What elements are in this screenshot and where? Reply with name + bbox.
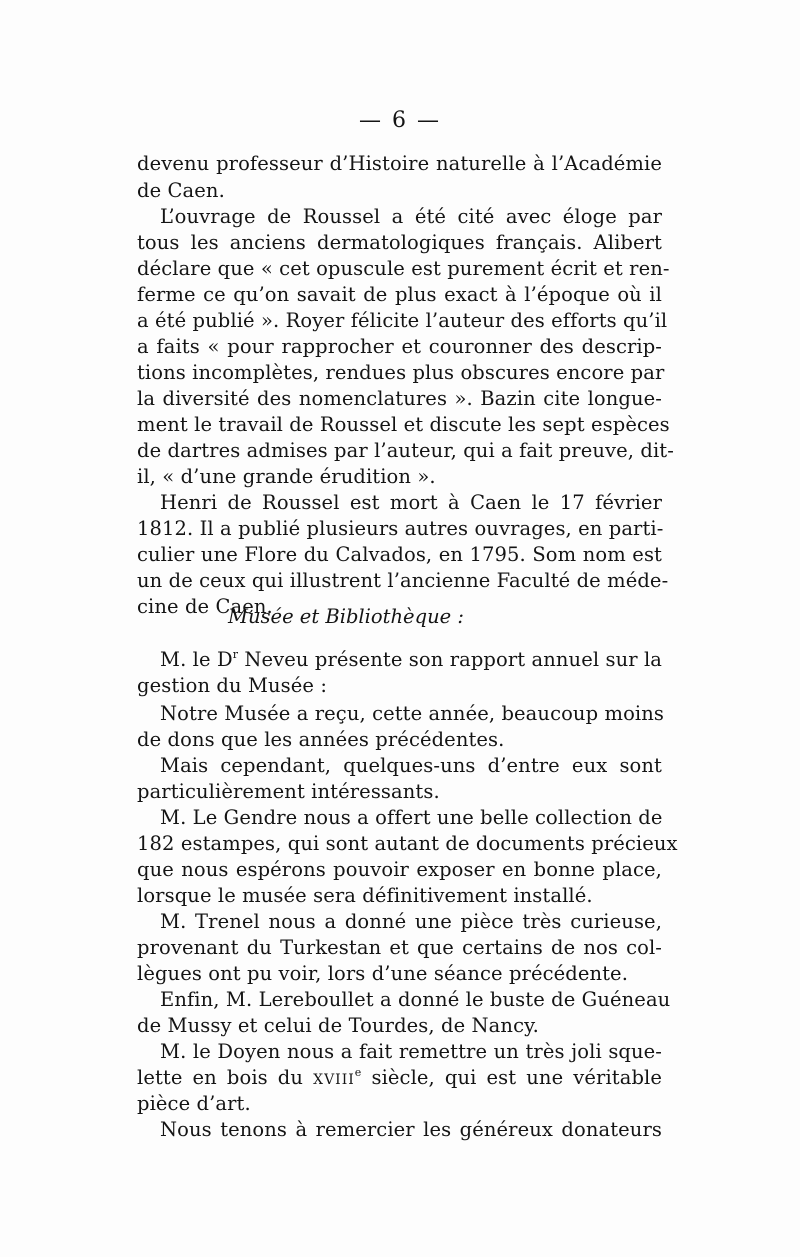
- century-suffix: siècle, qui est une véritable: [361, 1066, 663, 1089]
- text-line: 1812. Il a publié plusieurs autres ouvrages, en parti-: [137, 517, 664, 540]
- text-line: la diversité des nomenclatures ». Bazin cite longue-: [137, 387, 662, 410]
- text-line: culier une Flore du Calvados, en 1795. Som nom est: [137, 543, 662, 566]
- century-prefix: lette en bois du: [137, 1066, 314, 1089]
- text-line: pièce d’art.: [137, 1092, 251, 1115]
- text-line: Enfin, M. Lereboullet a donné le buste de Guéneau: [160, 988, 671, 1011]
- text-line: a faits « pour rapprocher et couronner des descrip-: [137, 335, 662, 358]
- text-line: M. Le Gendre nous a offert une belle collection de: [160, 806, 663, 829]
- text-line: lorsque le musée sera définitivement installé.: [137, 884, 593, 907]
- text-line: a été publié ». Royer félicite l’auteur des efforts qu’il: [137, 309, 668, 332]
- text-line: M. Trenel nous a donné une pièce très curieuse,: [160, 910, 662, 933]
- text-line: tions incomplètes, rendues plus obscures encore par: [137, 361, 665, 384]
- text-line: devenu professeur d’Histoire naturelle à l’Académie: [137, 152, 662, 175]
- text-line: provenant du Turkestan et que certains de nos col-: [137, 936, 662, 959]
- text-line: ment le travail de Roussel et discute les sept espèces: [137, 413, 670, 436]
- text-line: de Caen.: [137, 179, 225, 202]
- text-line: gestion du Musée :: [137, 674, 328, 697]
- century-numeral: XVIII: [313, 1072, 355, 1088]
- text-line: Mais cependant, quelques-uns d’entre eux sont: [160, 754, 662, 777]
- text-line: L’ouvrage de Roussel a été cité avec éloge par: [160, 205, 662, 228]
- text-line-dr-neveu: [160, 646, 662, 673]
- text-line: Notre Musée a reçu, cette année, beaucoup moins: [160, 702, 665, 725]
- text-line: lègues ont pu voir, lors d’une séance précédente.: [137, 962, 628, 985]
- text-line: de dartres admises par l’auteur, qui a fait preuve, dit-: [137, 439, 674, 462]
- text-line: cine de Caen.: [137, 595, 273, 618]
- text-line: que nous espérons pouvoir exposer en bonne place,: [137, 858, 662, 881]
- text-line: ferme ce qu’on savait de plus exact à l’époque où il: [137, 283, 662, 306]
- text-line: tous les anciens dermatologiques français. Alibert: [137, 231, 662, 254]
- text-line: Henri de Roussel est mort à Caen le 17 février: [160, 491, 662, 514]
- dr-suffix: Neveu présente son rapport annuel sur la: [238, 648, 663, 671]
- section-heading-musee: Musée et Bibliothèque :: [228, 605, 464, 628]
- dr-prefix: M. le D: [160, 648, 233, 671]
- text-line: 182 estampes, qui sont autant de documents précieux: [137, 832, 678, 855]
- text-line: particulièrement intéressants.: [137, 780, 440, 803]
- text-line: déclare que « cet opuscule est purement écrit et ren-: [137, 257, 670, 280]
- text-line: il, « d’une grande érudition ».: [137, 465, 436, 488]
- text-line: de dons que les années précédentes.: [137, 728, 505, 751]
- text-line: Nous tenons à remercier les généreux donateurs: [160, 1118, 662, 1141]
- text-line: M. le Doyen nous a fait remettre un très joli sque-: [160, 1040, 662, 1063]
- dr-superscript: r: [232, 648, 239, 661]
- page-number: — 6 —: [359, 108, 441, 133]
- text-line: un de ceux qui illustrent l’ancienne Faculté de méde-: [137, 569, 669, 592]
- century-superscript: e: [354, 1066, 362, 1079]
- text-line: de Mussy et celui de Tourdes, de Nancy.: [137, 1014, 539, 1037]
